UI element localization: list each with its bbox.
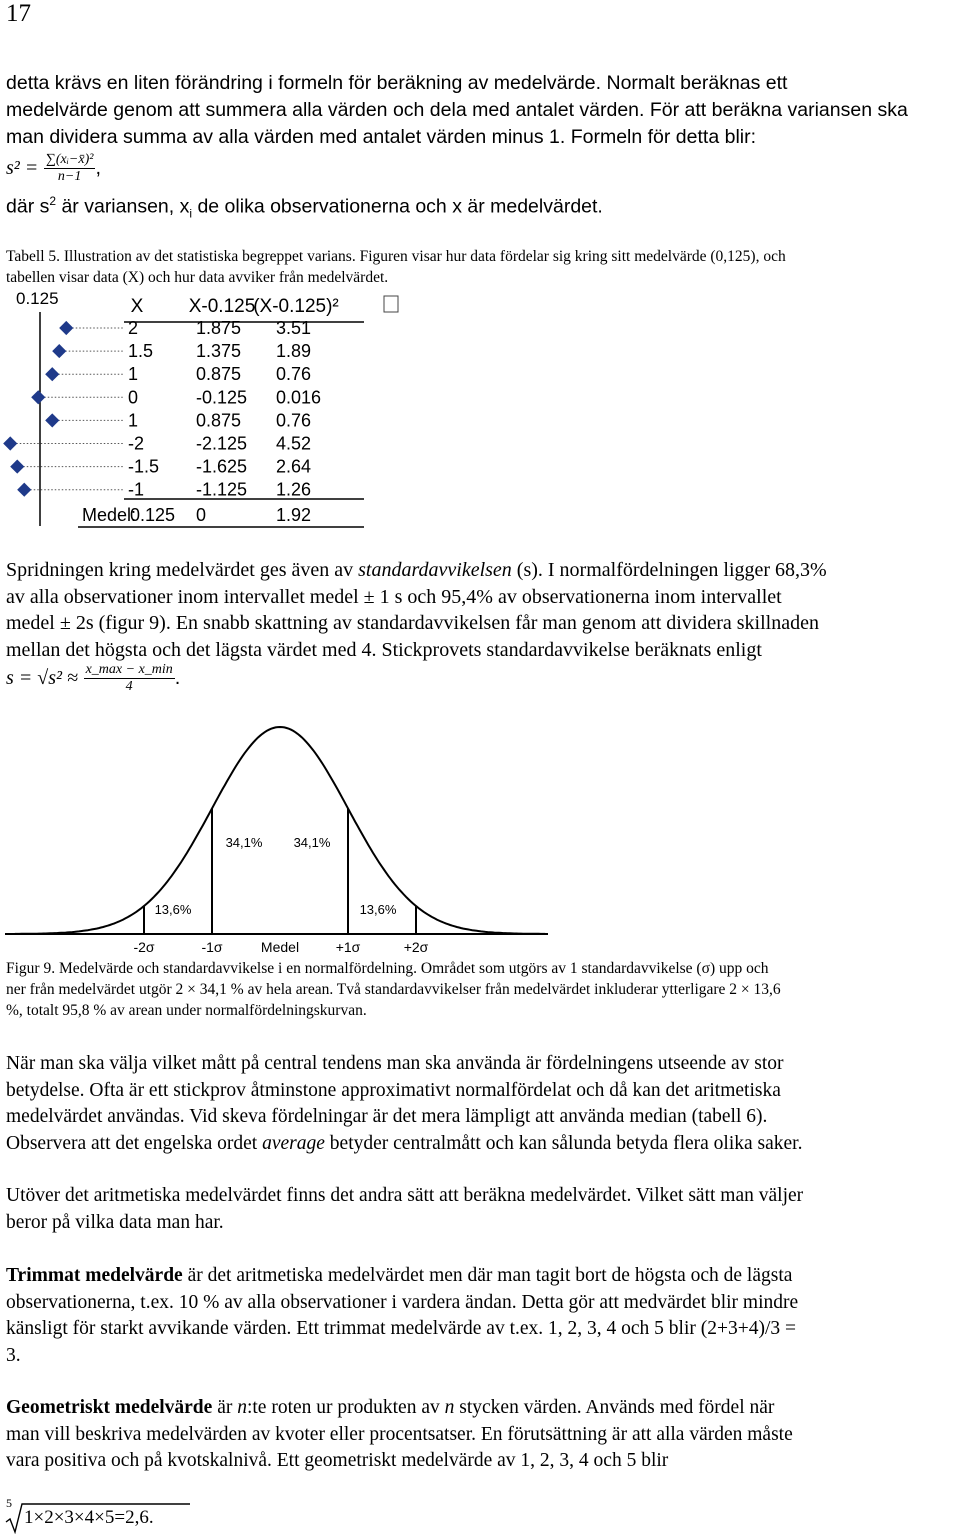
data-point-marker	[59, 321, 73, 335]
table-cell: 1.26	[276, 479, 312, 500]
formula-denominator: 4	[125, 679, 133, 694]
geometric-formula	[4, 1496, 224, 1534]
table-cell: -2.125	[196, 433, 248, 454]
figure-caption	[6, 958, 958, 1021]
table-cell: 2	[128, 318, 139, 338]
table-cell: -2	[128, 433, 145, 454]
axis-label: 0.125	[16, 289, 59, 308]
table-header-cell: (X-0.125)²	[253, 296, 339, 317]
formula-fraction	[44, 152, 96, 185]
data-point-marker	[31, 390, 45, 404]
spread-line: mellan det högsta och det lägsta värdet med 4. Stickprovets standardavvikelse beräknats enligt	[6, 638, 762, 661]
data-point-marker	[17, 483, 31, 497]
paragraph-line: Trimmat medelvärde är det aritmetiska medelvärdet men där man tagit bort de högsta och de lägsta	[6, 1265, 793, 1286]
variance-formula	[6, 152, 101, 185]
tick-label: +1σ	[335, 939, 361, 955]
missing-glyph-icon	[384, 296, 398, 312]
label-left-outer: 13,6%	[154, 902, 192, 917]
table-cell: 0.875	[196, 410, 242, 431]
table-cell: -1.125	[196, 479, 248, 500]
caption-line: %, totalt 95,8 % av arean under normalfördelningskurvan.	[6, 1002, 367, 1019]
term-heading: Trimmat medelvärde	[6, 1265, 183, 1286]
trimmed-mean-paragraph	[6, 1263, 956, 1369]
definition-text: där s	[6, 195, 50, 218]
page-number: 17	[6, 0, 31, 27]
paragraph-line: Utöver det aritmetiska medelvärdet finns det andra sätt att beräkna medelvärdet. Vilket sätt man väljer	[6, 1185, 804, 1206]
intro-line: detta krävs en liten förändring i formeln för beräkning av medelvärde. Normalt beräknas ett	[6, 72, 788, 94]
table-cell: 0.016	[276, 387, 322, 408]
table-header-cell: X	[130, 296, 144, 317]
term-heading: Geometriskt medelvärde	[6, 1397, 213, 1418]
table-cell: -1.625	[196, 456, 248, 477]
footer-label: Medel:	[82, 505, 137, 525]
table-header-cell: X-0.125	[188, 296, 256, 317]
table-cell: 2.64	[276, 456, 312, 477]
caption-line: tabellen visar data (X) och hur data avviker från medelvärdet.	[6, 269, 389, 286]
std-formula	[6, 662, 180, 695]
geometric-mean-paragraph	[6, 1395, 956, 1475]
data-point-marker	[52, 344, 66, 358]
formula-numerator: ∑(xᵢ−x̄)²	[45, 152, 94, 167]
normal-distribution-chart	[0, 715, 560, 960]
footer-cell: 0.125	[130, 505, 176, 525]
sigma-tick-labels	[133, 939, 428, 955]
central-tendency-paragraph	[6, 1051, 956, 1157]
table-cell: -0.125	[196, 387, 248, 408]
table-body	[16, 318, 321, 500]
data-point-marker	[3, 436, 17, 450]
formula-numerator: x_max − x_min	[85, 662, 173, 677]
caption-line: Tabell 5. Illustration av det statistiska begreppet varians. Figuren visar hur data fördelar sig kring sitt medelvärde (0,125), och	[6, 248, 786, 265]
table-cell: 1.375	[196, 341, 242, 362]
intro-paragraph	[6, 70, 956, 151]
caption-line: Figur 9. Medelvärde och standardavvikelse i en normalfördelning. Området som utgörs av 1 standardavvikelse (σ) upp och	[6, 960, 769, 977]
paragraph-line: När man ska välja vilket mått på central tendens man ska använda är fördelningens utseende av stor	[6, 1053, 784, 1074]
variance-illustration	[0, 286, 420, 532]
caption-line: ner från medelvärdet utgör 2 × 34,1 % av hela arean. Två standardavvikelser från medelvärdet inkluderar ytterligare 2 × 13,6	[6, 981, 781, 998]
tick-label: +2σ	[403, 939, 429, 955]
tick-label: Medel	[260, 939, 300, 955]
footer-cell: 0	[196, 505, 207, 525]
spread-paragraph	[6, 557, 956, 663]
data-point-marker	[45, 367, 59, 381]
footer-cell: 1.92	[276, 505, 312, 525]
paragraph-line: medelvärdet användas. Vid skeva fördelningar är det mera lämpligt att använda median (tabell 6).	[6, 1106, 768, 1127]
formula-fraction	[84, 662, 175, 695]
spread-line: medel ± 2s (figur 9). En snabb skattning av standardavvikelsen får man genom att dividera skillnaden	[6, 612, 819, 634]
table-cell: 1	[128, 364, 139, 385]
tick-label: -1σ	[201, 939, 223, 955]
paragraph-line: man vill beskriva medelvärden av kvoter eller procentsatser. En förutsättning är att alla värden måste	[6, 1423, 793, 1445]
table-caption	[6, 246, 958, 288]
table-cell: 4.52	[276, 433, 312, 454]
table-cell: 0.76	[276, 410, 312, 431]
intro-line: medelvärde genom att summera alla värden och dela med antalet värden. För att beräkna variansen ska	[6, 99, 908, 121]
table-cell: -1.5	[128, 456, 160, 477]
formula-lhs: s² =	[6, 156, 39, 179]
definition-sub: i	[189, 206, 193, 221]
spread-line: av alla observationer inom intervallet medel ± 1 s och 95,4% av observationerna inom intervallet	[6, 585, 782, 608]
radicand: 1×2×3×4×5=2,6.	[24, 1507, 154, 1528]
table-cell: 1.89	[276, 341, 312, 362]
root-index: 5	[6, 1496, 12, 1510]
label-right-outer: 13,6%	[359, 902, 397, 917]
paragraph-line: 3.	[6, 1344, 21, 1366]
definition-sup: 2	[49, 194, 57, 208]
table-cell: -1	[128, 479, 145, 500]
paragraph-line: observationerna, t.ex. 10 % av alla observationer i vardera ändan. Detta gör att medvärdet blir mindre	[6, 1291, 799, 1313]
paragraph-line: Geometriskt medelvärde är n:te roten ur produkten av n stycken värden. Används med fördel när	[6, 1397, 775, 1418]
formula-denominator: n−1	[57, 169, 82, 184]
tick-label: -2σ	[133, 939, 155, 955]
table-cell: 3.51	[276, 318, 312, 338]
paragraph-line: Observera att det engelska ordet average betyder centralmått och kan sålunda betyda flera olika saker.	[6, 1132, 803, 1154]
table-cell: 1	[128, 410, 139, 431]
paragraph-line: vara positiva och på kvotskalnivå. Ett geometriskt medelvärde av 1, 2, 3, 4 och 5 blir	[6, 1450, 669, 1471]
definition-text: är variansen, x	[56, 195, 190, 218]
label-left-inner: 34,1%	[225, 835, 263, 850]
paragraph-line: betydelse. Ofta är ett stickprov åtminstone approximativt normalfördelat och då kan det aritmetiska	[6, 1079, 781, 1101]
formula-tail: ,	[95, 156, 101, 179]
data-markers	[3, 321, 73, 497]
table-cell: 1.5	[128, 341, 154, 362]
intro-line: man dividera summa av alla värden med antalet värden minus 1. Formeln för detta blir:	[6, 126, 757, 148]
paragraph-line: känsligt för starkt avvikande värden. Ett trimmat medelvärde av t.ex. 1, 2, 3, 4 och 5 blir (2+3+4)/3 =	[6, 1318, 797, 1339]
definition-text: de olika observationerna och x är medelvärdet.	[192, 195, 603, 218]
table-footer	[82, 505, 311, 525]
table-cell: 0.875	[196, 364, 242, 385]
label-right-inner: 34,1%	[293, 835, 331, 850]
data-point-marker	[10, 460, 24, 474]
variance-definition	[6, 194, 603, 220]
formula-lhs: s = √s² ≈	[6, 666, 79, 689]
table-cell: 0.76	[276, 364, 312, 385]
formula-tail: .	[174, 666, 181, 689]
spread-line: Spridningen kring medelvärdet ges även av standardavvikelsen (s). I normalfördelningen ligger 68,3%	[6, 559, 827, 581]
table-header	[131, 296, 339, 317]
table-cell: 1.875	[196, 318, 242, 338]
data-point-marker	[45, 413, 59, 427]
paragraph-line: beror på vilka data man har.	[6, 1211, 224, 1233]
other-means-paragraph	[6, 1183, 956, 1236]
table-cell: 0	[128, 387, 139, 408]
